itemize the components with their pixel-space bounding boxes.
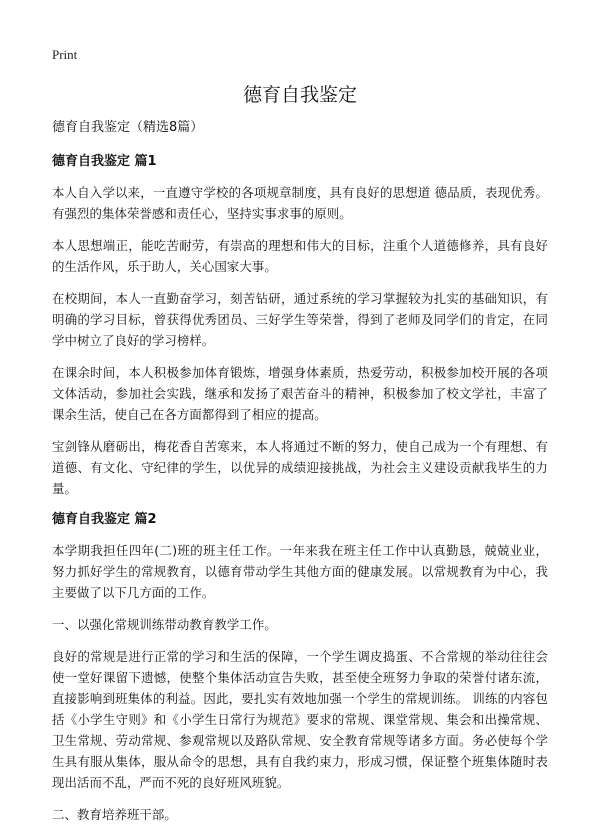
paragraph: 二、教育培养班干部。 (52, 807, 177, 822)
section-heading: 德育自我鉴定 篇1 (52, 154, 157, 169)
paragraph: 一、以强化常规训练带动教育教学工作。 (52, 617, 277, 632)
page-title: 德育自我鉴定 (242, 84, 357, 106)
document-body (52, 118, 548, 836)
paragraph: 本人自入学以来，一直遵守学校的各项规章制度，具有良好的思想道 德品质，表现优秀。有强烈的集体荣誉感和责任心，坚持实事求事的原则。 (52, 185, 548, 221)
paragraph: 宝剑锋从磨砺出，梅花香自苦寒来，本人将通过不断的努力，使自己成为一个有理想、有道德、有文化、守纪律的学生，以优异的成绩迎接挑战，为社会主义建设贡献我毕生的力量。 (52, 439, 548, 496)
document-subtitle: 德育自我鉴定（精选8篇） (52, 120, 204, 135)
section-1 (52, 152, 548, 499)
paragraph: 本人思想端正，能吃苦耐劳，有崇高的理想和伟大的目标，注重个人道德修养，具有良好的生活作风，乐于助人，关心国家大事。 (52, 238, 548, 274)
paragraph: 在校期间，本人一直勤奋学习，刻苦钻研，通过系统的学习掌握较为扎实的基础知识，有明确的学习目标，曾获得优秀团员、三好学生等荣誉，得到了老师及同学们的肯定，在同学中树立了良好的学习榜样。 (52, 291, 548, 348)
paragraph: 本学期我担任四年(二)班的班主任工作。一年来我在班主任工作中认真勤恳，兢兢业业，努力抓好学生的常规教育，以德育带动学生其他方面的健康发展。以常规教育为中心，我主要做了以下几方面的工作。 (52, 543, 548, 600)
section-heading: 德育自我鉴定 篇2 (52, 512, 157, 527)
print-link[interactable]: Print (52, 47, 78, 62)
paragraph: 良好的常规是进行正常的学习和生活的保障，一个学生调皮捣蛋、不合常规的举动往往会使一堂好课留下遗憾，使整个集体活动宣告失败，甚至使全班努力争取的荣誉付诸东流，直接影响到班集体的利益。因此，要扎实有效地加强一个学生的常规训练。 训练的内容包括《小学生守则》和《小学生日常行为规范》要求的常规、课堂常规、集会和出操常规、卫生常规、劳动常规、参观常规以及路队常规、安全教育常规等诸多方面。务必使每个学生具有服从集体，服从命令的思想，具有自我约束力，形成习惯，保证整个班集体随时表现出活而不乱，严而不死的良好班风班貌。 (52, 649, 548, 790)
paragraph: 在课余时间，本人积极参加体育锻炼，增强身体素质，热爱劳动，积极参加校开展的各项文体活动，参加社会实践，继承和发扬了艰苦奋斗的精神，积极参加了校文学社，丰富了课余生活，使自己在各方面都得到了相应的提高。 (52, 365, 548, 422)
section-2 (52, 510, 548, 825)
